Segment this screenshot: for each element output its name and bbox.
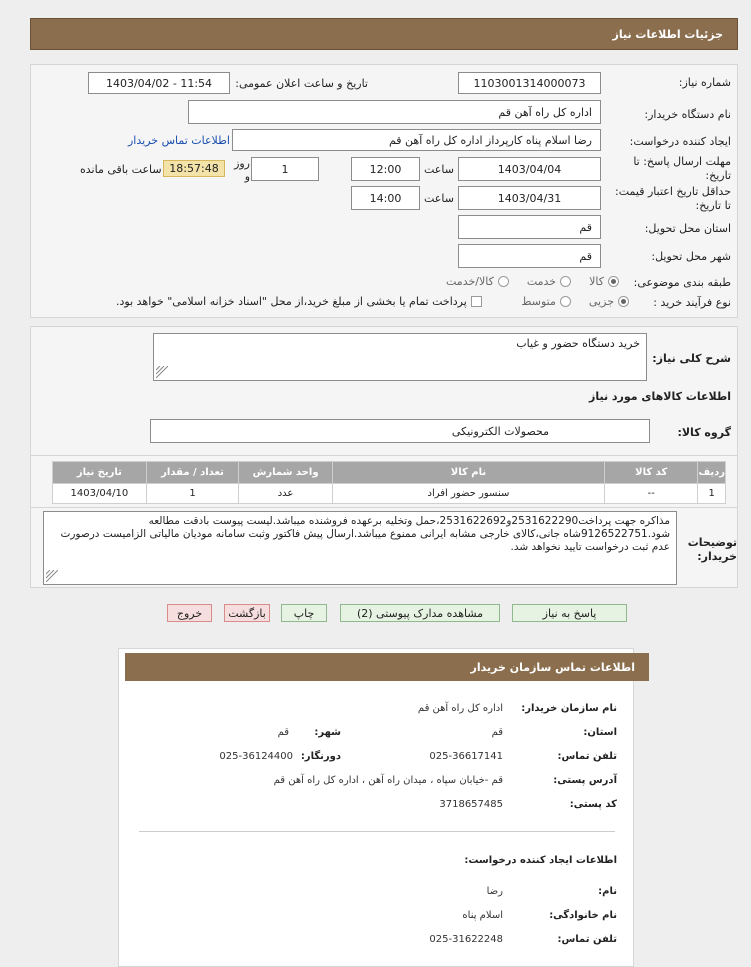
province-field: قم bbox=[458, 215, 601, 239]
contact-card-title: اطلاعات تماس سازمان خریدار bbox=[470, 660, 635, 674]
row-qty: 1 bbox=[146, 484, 239, 504]
category-option-goods[interactable]: کالا bbox=[589, 275, 619, 288]
row-unit: عدد bbox=[239, 484, 333, 504]
category-option-service[interactable]: خدمت bbox=[527, 275, 571, 288]
back-button[interactable]: بازگشت bbox=[224, 604, 270, 622]
goods-section-title: اطلاعات کالاهای مورد نیاز bbox=[589, 390, 731, 403]
need-number-label: شماره نیاز: bbox=[678, 76, 731, 89]
goods-group-label: گروه کالا: bbox=[677, 426, 731, 439]
day-label: روز و bbox=[234, 157, 250, 183]
process-option-medium[interactable]: متوسط bbox=[521, 295, 571, 308]
column-header: واحد شمارش bbox=[239, 462, 333, 484]
announce-datetime-label: تاریخ و ساعت اعلان عمومی: bbox=[235, 77, 368, 90]
price-validity-label: حداقل تاریخ اعتبار قیمت: تا تاریخ: bbox=[615, 185, 731, 212]
category-option-both[interactable]: کالا/خدمت bbox=[446, 275, 509, 288]
contact-city-value: قم bbox=[277, 727, 289, 738]
row-index: 1 bbox=[698, 484, 726, 504]
buyer-notes-label: توضیحات خریدار: bbox=[687, 536, 737, 563]
creator-section-title: اطلاعات ایجاد کننده درخواست: bbox=[464, 855, 617, 866]
contact-province-label: استان: bbox=[583, 727, 617, 738]
table-header-row bbox=[53, 462, 726, 484]
page-header bbox=[30, 18, 738, 50]
radio-button-icon[interactable] bbox=[560, 276, 571, 287]
creator-first-name-value: رضا bbox=[486, 886, 503, 897]
creator-last-name-label: نام خانوادگی: bbox=[549, 910, 617, 921]
column-header: تاریخ نیاز bbox=[53, 462, 147, 484]
contact-org-label: نام سازمان خریدار: bbox=[521, 703, 617, 714]
validity-date-field: 1403/04/31 bbox=[458, 186, 601, 210]
checkbox-icon[interactable] bbox=[471, 296, 482, 307]
column-header: کد کالا bbox=[605, 462, 698, 484]
buyer-contact-card bbox=[118, 648, 634, 967]
buyer-org-field: اداره کل راه آهن قم bbox=[188, 100, 601, 124]
contact-city-label: شهر: bbox=[314, 727, 341, 738]
contact-phone-label: تلفن تماس: bbox=[557, 751, 617, 762]
reply-deadline-label: مهلت ارسال پاسخ: تا تاریخ: bbox=[633, 155, 731, 182]
contact-address-label: آدرس پستی: bbox=[553, 775, 617, 786]
contact-address-value: قم -خیابان سپاه ، میدان راه آهن ، اداره کل راه آهن قم bbox=[273, 775, 503, 786]
exit-button[interactable]: خروج bbox=[167, 604, 212, 622]
category-radio-group bbox=[446, 275, 619, 288]
row-name: سنسور حضور افراد bbox=[332, 484, 604, 504]
radio-button-icon[interactable] bbox=[560, 296, 571, 307]
creator-phone-label: تلفن تماس: bbox=[557, 934, 617, 945]
creator-phone-value: 025-31622248 bbox=[429, 934, 503, 945]
validity-time-field: 14:00 bbox=[351, 186, 420, 210]
creator-first-name-label: نام: bbox=[598, 886, 617, 897]
province-label: استان محل تحویل: bbox=[644, 222, 731, 235]
contact-province-value: قم bbox=[491, 727, 503, 738]
goods-group-field: محصولات الکترونیکی bbox=[150, 419, 650, 443]
contact-card-header bbox=[125, 653, 649, 681]
contact-postal-label: کد پستی: bbox=[569, 799, 617, 810]
requester-field: رضا اسلام پناه کارپرداز اداره کل راه آهن قم bbox=[232, 129, 601, 151]
process-radio-group bbox=[521, 295, 629, 308]
contact-fax-label: دورنگار: bbox=[300, 751, 341, 762]
countdown-timer: 18:57:48 bbox=[163, 160, 225, 177]
buyer-contact-link[interactable]: اطلاعات تماس خریدار bbox=[128, 134, 230, 147]
process-label: نوع فرآیند خرید : bbox=[653, 296, 731, 309]
radio-button-icon[interactable] bbox=[618, 296, 629, 307]
days-field: 1 bbox=[251, 157, 319, 181]
buyer-notes-textarea[interactable]: مذاکره جهت پرداخت2531622290و2531622692،حمل وتخلیه برعهده فروشنده میباشد.لیست پیوست بادقت مطالعه شود.9126522751شاه جانی،کالای خارجی مشابه ایرانی ممنوع میباشد.ارسال پیش فاکتور وثبت سامانه مودیان مالیاتی الزامیست درصورت عدم ثبت درخواست تایید نخواهد شد. bbox=[43, 511, 677, 585]
description-textarea[interactable]: خرید دستگاه حضور و غیاب bbox=[153, 333, 647, 381]
contact-org-value: اداره کل راه آهن قم bbox=[417, 703, 503, 714]
remaining-label: ساعت باقی مانده bbox=[80, 163, 162, 176]
reply-button[interactable]: پاسخ به نیاز bbox=[512, 604, 627, 622]
reply-time-label: ساعت bbox=[424, 163, 454, 176]
radio-button-icon[interactable] bbox=[498, 276, 509, 287]
contact-postal-value: 3718657485 bbox=[439, 799, 503, 810]
print-button[interactable]: چاپ bbox=[281, 604, 327, 622]
need-number-field: 1103001314000073 bbox=[458, 72, 601, 94]
city-field: قم bbox=[458, 244, 601, 268]
row-date: 1403/04/10 bbox=[53, 484, 147, 504]
items-table bbox=[52, 461, 726, 504]
category-label: طبقه بندی موضوعی: bbox=[633, 276, 731, 289]
city-label: شهر محل تحویل: bbox=[651, 250, 731, 263]
buyer-org-label: نام دستگاه خریدار: bbox=[644, 108, 731, 121]
validity-time-label: ساعت bbox=[424, 192, 454, 205]
resize-grip-icon[interactable] bbox=[156, 366, 168, 378]
creator-last-name-value: اسلام پناه bbox=[462, 910, 503, 921]
contact-divider bbox=[139, 831, 615, 832]
announce-datetime-field: 1403/04/02 - 11:54 bbox=[88, 72, 230, 94]
treasury-payment-checkbox[interactable]: پرداخت تمام یا بخشی از مبلغ خرید،از محل "اسناد خزانه اسلامی" خواهد بود. bbox=[116, 295, 482, 308]
attachments-button[interactable]: مشاهده مدارک پیوستی (2) bbox=[340, 604, 500, 622]
radio-button-icon[interactable] bbox=[608, 276, 619, 287]
description-label: شرح کلی نیاز: bbox=[652, 352, 731, 365]
reply-date-field: 1403/04/04 bbox=[458, 157, 601, 181]
table-row bbox=[53, 484, 726, 504]
column-header: تعداد / مقدار bbox=[146, 462, 239, 484]
reply-time-field: 12:00 bbox=[351, 157, 420, 181]
contact-fax-value: 025-36124400 bbox=[219, 751, 293, 762]
resize-grip-icon[interactable] bbox=[46, 570, 58, 582]
row-code: -- bbox=[605, 484, 698, 504]
process-option-minor[interactable]: جزیی bbox=[589, 295, 629, 308]
column-header: ردیف bbox=[698, 462, 726, 484]
column-header: نام کالا bbox=[332, 462, 604, 484]
contact-phone-value: 025-36617141 bbox=[429, 751, 503, 762]
page-title: جزئیات اطلاعات نیاز bbox=[612, 27, 723, 41]
requester-label: ایجاد کننده درخواست: bbox=[629, 135, 731, 148]
